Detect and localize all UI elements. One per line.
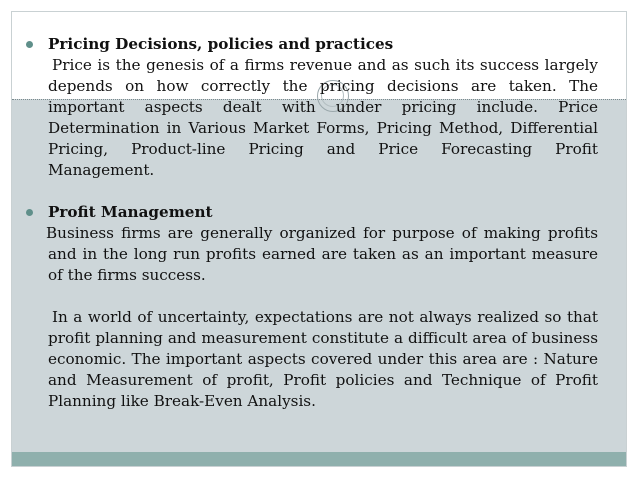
footer-band bbox=[12, 452, 626, 466]
section-heading-pricing bbox=[18, 34, 598, 55]
spacer bbox=[18, 181, 598, 202]
bullet-icon bbox=[26, 41, 33, 48]
bullet-icon bbox=[26, 209, 33, 216]
profit-paragraph-1: Business firms are generally organized for purpose of making profits and in the long run profits earned are taken as an important measure of the firms success. bbox=[46, 224, 598, 284]
section-heading-profit bbox=[18, 202, 598, 223]
slide-content bbox=[18, 34, 598, 412]
pricing-paragraph: Price is the genesis of a firms revenue and as such its success largely depends on how correctly the pricing decisions are taken. The important aspects dealt with under pricing include. Price Determination in Various Market Forms, Pricing Method, Differential Pricing, Product-line Pricing and Price Forecasting Profit Management. bbox=[48, 56, 598, 179]
section-heading-text: Pricing Decisions, policies and practices bbox=[48, 35, 394, 53]
spacer bbox=[18, 286, 598, 307]
profit-paragraph-2: In a world of uncertainty, expectations are not always realized so that profit planning and measurement constitute a difficult area of business economic. The important aspects covered under this area are : Nature and Measurement of profit, Profit policies and Technique of Profit Planning like Break-Even Analysis. bbox=[48, 308, 598, 410]
section-heading-text: Profit Management bbox=[48, 203, 213, 221]
